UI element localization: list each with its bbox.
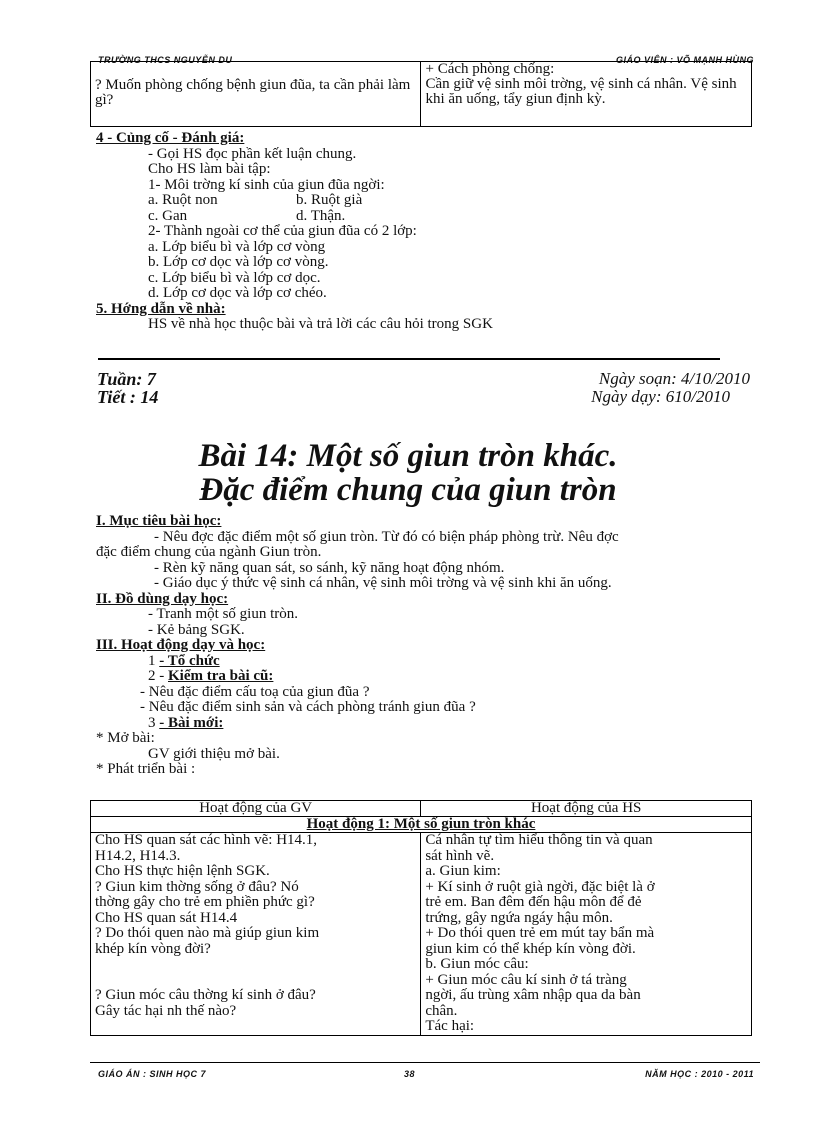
step3-heading: - Bài mới: bbox=[159, 714, 224, 731]
gv-line: ? Giun móc câu thờng kí sinh ở đâu? bbox=[95, 987, 316, 1003]
section-4-line: 1- Môi trờng kí sinh của giun đũa ngời: bbox=[148, 176, 385, 193]
gv-line: Gây tác hại nh thế nào? bbox=[95, 1002, 237, 1019]
hs-line: trẻ em. Ban đêm đến hậu môn để đẻ bbox=[425, 894, 642, 910]
opening-line: GV giới thiệu mở bài. bbox=[148, 745, 280, 762]
section-5-heading: 5. Hớng dẫn về nhà: bbox=[96, 300, 226, 317]
section-I-heading: I. Mục tiêu bài học: bbox=[96, 513, 222, 529]
section-II-heading: II. Đồ dùng dạy học: bbox=[96, 590, 229, 607]
q2-option: d. Lớp cơ dọc và lớp cơ chéo. bbox=[148, 285, 327, 301]
q1-option: c. Gan bbox=[148, 207, 188, 224]
section-I-line: - Giáo dục ý thức vệ sinh cá nhân, vệ sinh môi trờng và vệ sinh khi ăn uống. bbox=[154, 575, 612, 591]
section-III-heading: III. Hoạt động dạy và học: bbox=[96, 637, 266, 653]
hs-line: giun kim có thể khép kín vòng đời. bbox=[425, 940, 636, 957]
hs-line: ngời, ấu trùng xâm nhập qua da bàn bbox=[425, 987, 641, 1003]
gv-line: ? Giun kim thờng sống ở đâu? Nó bbox=[95, 878, 299, 895]
col-hs-header: Hoạt động của HS bbox=[421, 801, 752, 817]
develop-label: * Phát triển bài : bbox=[96, 761, 196, 777]
gv-line: Cho HS quan sát H14.4 bbox=[95, 909, 238, 926]
top-table-answer-title: + Cách phòng chống: bbox=[425, 61, 555, 77]
gv-line bbox=[95, 973, 416, 989]
divider bbox=[98, 358, 720, 360]
prep-date: Ngày soạn: 4/10/2010 bbox=[598, 369, 750, 388]
hs-line: + Giun móc câu kí sinh ở tá tràng bbox=[425, 971, 627, 988]
teach-date: Ngày dạy: 610/2010 bbox=[591, 387, 730, 406]
period: Tiết : 14 bbox=[97, 387, 159, 407]
section-I-line: - Rèn kỹ năng quan sát, so sánh, kỹ năng hoạt động nhóm. bbox=[154, 559, 505, 576]
hs-line: b. Giun móc câu: bbox=[425, 956, 529, 972]
q1-option: b. Ruột già bbox=[296, 192, 363, 208]
gv-line: khép kín vòng đời? bbox=[95, 940, 211, 957]
step1-number: 1 bbox=[148, 652, 160, 669]
header-teacher: GIÁO VIÊN : VÕ MẠNH HÙNG bbox=[615, 55, 754, 65]
section-4-line: - Gọi HS đọc phần kết luận chung. bbox=[148, 145, 357, 162]
q1-options-row bbox=[96, 192, 756, 208]
col-gv-header: Hoạt động của GV bbox=[91, 801, 421, 817]
hs-line: Cá nhân tự tìm hiểu thông tin và quan bbox=[425, 832, 653, 848]
q1-options-row bbox=[96, 208, 756, 224]
hs-line: chân. bbox=[425, 1002, 458, 1019]
step2-number: 2 - bbox=[148, 668, 168, 684]
section-5-line: HS về nhà học thuộc bài và trả lời các câu hỏi trong SGK bbox=[148, 316, 493, 332]
section-II-line: - Kẻ bảng SGK. bbox=[148, 621, 245, 638]
footer-subject: GIÁO ÁN : SINH HỌC 7 bbox=[98, 1069, 207, 1079]
q2-text: 2- Thành ngoài cơ thể của giun đũa có 2 lớp: bbox=[148, 223, 417, 239]
week: Tuần: 7 bbox=[97, 369, 156, 389]
step3-number: 3 bbox=[148, 714, 160, 731]
hs-line: + Kí sinh ở ruột già ngời, đặc biệt là ở bbox=[425, 878, 655, 895]
q1-option: a. Ruột non bbox=[148, 192, 218, 208]
section-II-line: - Tranh một số giun tròn. bbox=[148, 606, 299, 622]
step1-heading: - Tổ chức bbox=[159, 652, 220, 669]
top-table-answer-body: Cần giữ vệ sinh môi trờng, vệ sinh cá nhân. Vệ sinh khi ăn uống, tẩy giun định kỳ. bbox=[425, 76, 737, 107]
section-4 bbox=[96, 130, 756, 332]
activity-table bbox=[90, 800, 752, 1036]
footer-year: NĂM HỌC : 2010 - 2011 bbox=[645, 1069, 754, 1079]
review-question: - Nêu đặc điểm cấu toạ của giun đũa ? bbox=[140, 683, 370, 700]
activity-1-heading: Hoạt động 1: Một số giun tròn khác bbox=[91, 817, 752, 833]
step2-heading: Kiểm tra bài cũ: bbox=[168, 668, 274, 684]
opening-label: * Mở bài: bbox=[96, 730, 155, 746]
section-4-heading: 4 - Củng cố - Đánh giá: bbox=[96, 130, 245, 146]
q2-option: c. Lớp biểu bì và lớp cơ dọc. bbox=[148, 269, 321, 286]
gv-line: Cho HS thực hiện lệnh SGK. bbox=[95, 863, 270, 879]
footer-rule bbox=[90, 1062, 760, 1063]
gv-line: thờng gây cho trẻ em phiền phức gì? bbox=[95, 894, 315, 910]
top-table bbox=[90, 61, 752, 127]
review-question: - Nêu đặc điểm sinh sản và cách phòng tránh giun đũa ? bbox=[140, 699, 476, 715]
gv-line: ? Do thói quen nào mà giúp giun kim bbox=[95, 925, 320, 941]
section-I-line: - Nêu đợc đặc điểm một số giun tròn. Từ đó có biện pháp phòng trừ. Nêu đợc bbox=[154, 528, 619, 545]
section-I-line: đặc điểm chung của ngành Giun tròn. bbox=[96, 544, 322, 560]
header-school: TRƯỜNG THCS NGUYỄN DU bbox=[98, 55, 233, 65]
gv-column bbox=[91, 833, 421, 1036]
hs-line: Tác hại: bbox=[425, 1018, 475, 1034]
top-table-question: ? Muốn phòng chống bệnh giun đũa, ta cần phải làm gì? bbox=[91, 62, 421, 127]
hs-line: sát hình vẽ. bbox=[425, 847, 495, 864]
gv-line: H14.2, H14.3. bbox=[95, 847, 181, 864]
hs-line: trứng, gây ngứa ngáy hậu môn. bbox=[425, 909, 613, 926]
hs-column bbox=[421, 833, 752, 1036]
hs-line: a. Giun kim: bbox=[425, 863, 501, 879]
top-table-answer bbox=[421, 62, 752, 127]
hs-line: + Do thói quen trẻ em mút tay bẩn mà bbox=[425, 925, 655, 941]
sections-body bbox=[96, 513, 756, 777]
q2-option: a. Lớp biểu bì và lớp cơ vòng bbox=[148, 238, 326, 255]
lesson-title-line2: Đặc điểm chung của giun tròn bbox=[199, 472, 617, 508]
section-4-line: Cho HS làm bài tập: bbox=[148, 161, 271, 177]
lesson-title-line1: Bài 14: Một số giun tròn khác. bbox=[198, 438, 618, 474]
q2-option: b. Lớp cơ dọc và lớp cơ vòng. bbox=[148, 254, 329, 270]
gv-line bbox=[95, 957, 416, 973]
footer-page-number: 38 bbox=[404, 1069, 416, 1079]
q1-option: d. Thận. bbox=[296, 207, 346, 224]
gv-line: Cho HS quan sát các hình vẽ: H14.1, bbox=[95, 832, 318, 848]
